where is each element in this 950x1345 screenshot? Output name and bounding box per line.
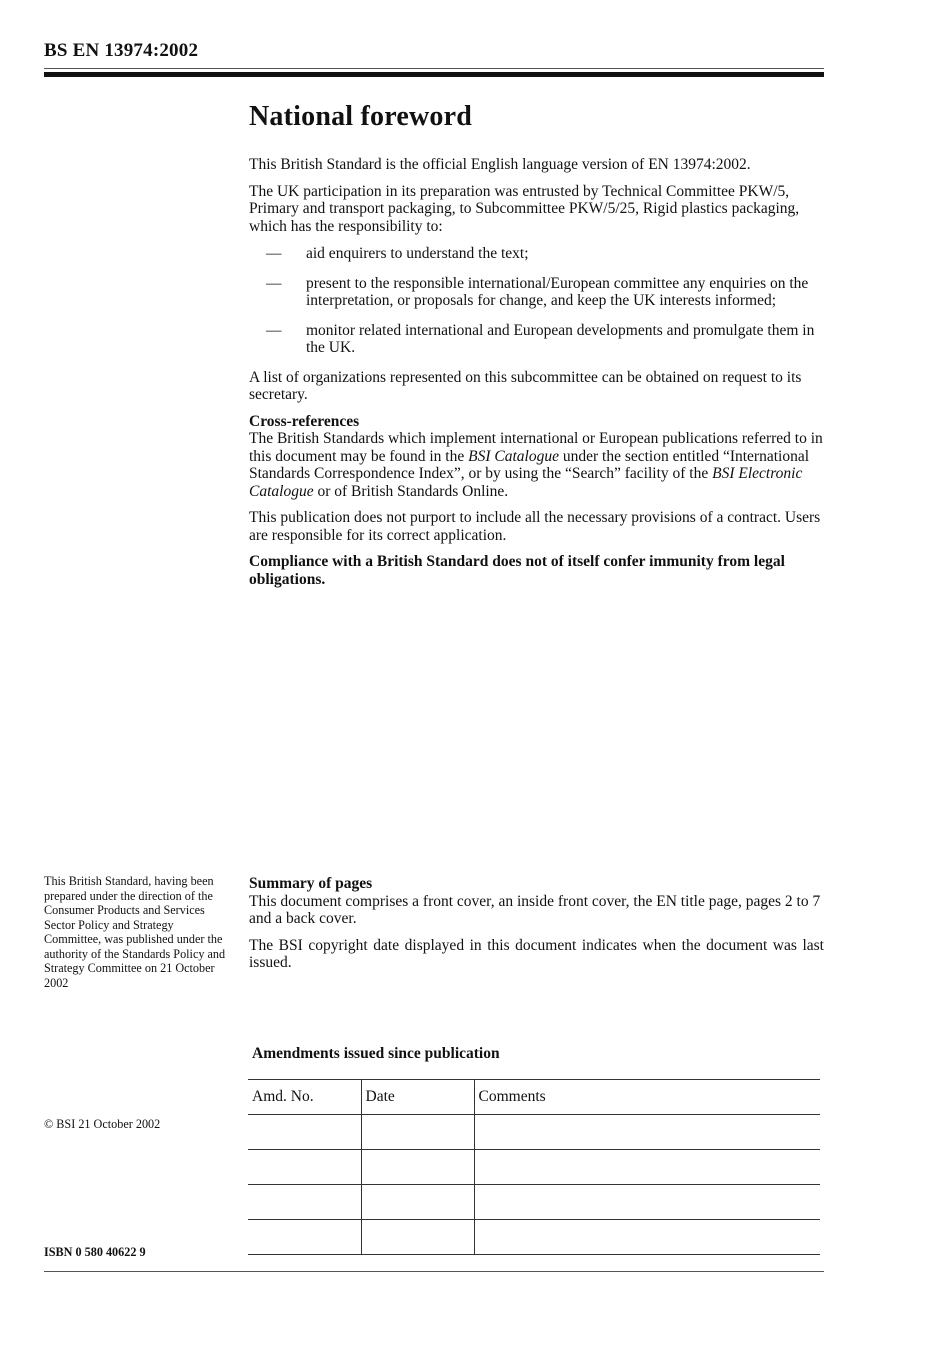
cross-references-heading: Cross-references <box>249 412 360 430</box>
column-header-date: Date <box>361 1080 474 1115</box>
column-header-amd-no: Amd. No. <box>248 1080 361 1115</box>
responsibility-list <box>249 245 824 357</box>
intro-paragraph: This British Standard is the official English language version of EN 13974:2002. <box>249 156 751 173</box>
list-item-text: monitor related international and European developments and promulgate them in the UK. <box>306 321 815 356</box>
page-title: National foreword <box>249 101 472 132</box>
table-row <box>248 1185 820 1220</box>
amendments-title: Amendments issued since publication <box>252 1045 500 1062</box>
bsi-electronic-catalogue-title: BSI Electronic Catalogue <box>249 465 803 500</box>
cross-references-paragraph <box>249 430 824 500</box>
standard-code-header: BS EN 13974:2002 <box>44 40 199 61</box>
cross-ref-text-2: under the section entitled “International Standards Correspondence Index”, or by using the “Search” facility of the <box>249 447 810 482</box>
bsi-catalogue-title: BSI Catalogue <box>468 447 559 465</box>
table-cell <box>474 1185 820 1220</box>
table-row <box>248 1220 820 1255</box>
list-item <box>249 245 824 263</box>
table-cell <box>361 1185 474 1220</box>
compliance-statement: Compliance with a British Standard does not of itself confer immunity from legal obligations. <box>249 553 785 588</box>
cross-ref-text-3: or of British Standards Online. <box>313 482 509 500</box>
list-item <box>249 275 824 310</box>
table-cell <box>474 1115 820 1150</box>
table-cell <box>474 1150 820 1185</box>
list-dash: — <box>266 245 282 262</box>
table-cell <box>248 1115 361 1150</box>
amendments-table <box>248 1079 820 1255</box>
table-cell <box>361 1115 474 1150</box>
organizations-paragraph: A list of organizations represented on this subcommittee can be obtained on request to its secretary. <box>249 368 802 403</box>
header-thick-rule <box>44 72 824 77</box>
publication-note: This British Standard, having been prepared under the direction of the Consumer Products and Services Sector Policy and Strategy Committee, was published under the authority of the Standards Policy and Strategy Committee on 21 October 2002 <box>44 874 226 990</box>
summary-heading: Summary of pages <box>249 875 373 892</box>
table-cell <box>474 1220 820 1255</box>
copyright-notice: © BSI 21 October 2002 <box>44 1117 161 1131</box>
table-row <box>248 1150 820 1185</box>
table-cell <box>248 1150 361 1185</box>
list-item <box>249 322 824 357</box>
list-dash: — <box>266 321 282 339</box>
cross-ref-text-1: The British Standards which implement international or European publications referred to in this document may be found in the <box>249 430 823 465</box>
list-item-text: present to the responsible international/European committee any enquiries on the interpretation, or proposals for change, and keep the UK interests informed; <box>306 274 809 309</box>
isbn-number: ISBN 0 580 40622 9 <box>44 1245 146 1259</box>
column-header-comments: Comments <box>474 1080 820 1115</box>
summary-paragraph: This document comprises a front cover, an inside front cover, the EN title page, pages 2 to 7 and a back cover. <box>249 892 821 927</box>
table-header-row <box>248 1080 820 1115</box>
list-dash: — <box>266 274 282 292</box>
table-cell <box>248 1220 361 1255</box>
table-cell <box>248 1185 361 1220</box>
footer-rule <box>44 1271 824 1272</box>
table-row <box>248 1115 820 1150</box>
copyright-date-paragraph: The BSI copyright date displayed in this document indicates when the document was last issued. <box>249 936 824 971</box>
header-thin-rule <box>44 68 824 69</box>
provisions-paragraph: This publication does not purport to include all the necessary provisions of a contract. Users are responsible for its correct application. <box>249 509 821 544</box>
summary-of-pages <box>249 875 824 981</box>
table-cell <box>361 1220 474 1255</box>
foreword-body <box>249 100 824 597</box>
table-cell <box>361 1150 474 1185</box>
list-item-text: aid enquirers to understand the text; <box>306 245 529 262</box>
participation-paragraph: The UK participation in its preparation was entrusted by Technical Committee PKW/5, Primary and transport packaging, to Subcommittee PKW/5/25, Rigid plastics packaging, which has the responsibility to: <box>249 182 800 235</box>
